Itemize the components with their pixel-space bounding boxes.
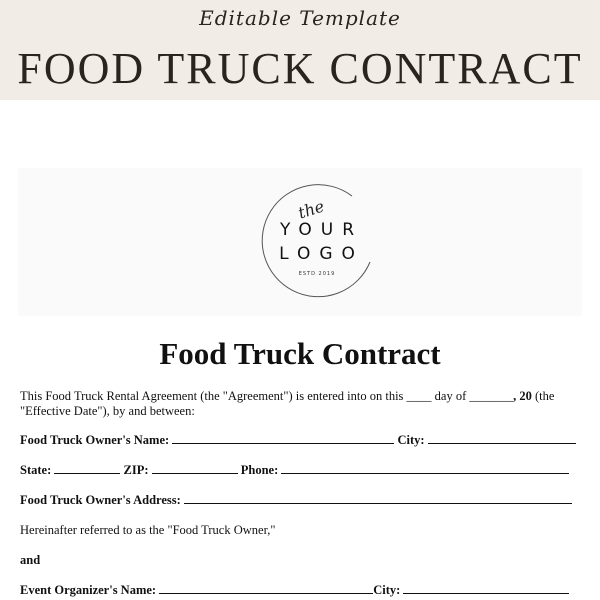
organizer-name-row <box>20 583 569 598</box>
city-label: City: <box>397 433 425 447</box>
hereinafter-text: Hereinafter referred to as the "Food Truck Owner," <box>20 523 276 537</box>
city-field[interactable] <box>428 433 576 444</box>
and-text: and <box>20 553 41 567</box>
owner-name-row <box>20 433 576 448</box>
logo-your-text: YOUR <box>279 220 364 240</box>
state-field[interactable] <box>54 463 120 474</box>
intro-day-text: day of <box>434 389 467 403</box>
city-label-2: City: <box>373 583 401 597</box>
logo-estd-text: ESTD 2019 <box>298 271 336 277</box>
phone-field[interactable] <box>281 463 569 474</box>
banner-title: FOOD TRUCK CONTRACT <box>17 44 583 93</box>
day-blank[interactable]: ____ <box>406 389 432 403</box>
owner-name-field[interactable] <box>172 433 394 444</box>
phone-label: Phone: <box>240 463 279 477</box>
state-zip-phone-row <box>20 463 569 478</box>
zip-field[interactable] <box>152 463 238 474</box>
effective-date-text: "Effective Date"), by and between: <box>20 404 195 418</box>
owner-name-label: Food Truck Owner's Name: <box>20 433 170 447</box>
owner-address-row <box>20 493 572 508</box>
and-row <box>20 553 40 568</box>
intro-year-text: , 20 <box>513 389 532 403</box>
state-label: State: <box>20 463 52 477</box>
hereinafter-row <box>20 523 275 538</box>
logo-placeholder-area <box>18 168 582 316</box>
owner-address-label: Food Truck Owner's Address: <box>20 493 181 507</box>
zip-label: ZIP: <box>123 463 149 477</box>
intro-the-text: (the <box>535 389 555 403</box>
banner-subtitle: Editable Template <box>199 6 401 30</box>
logo-logo-text: LOGO <box>279 244 364 264</box>
intro-text: This Food Truck Rental Agreement (the "Agreement") is entered into on this <box>20 389 404 403</box>
owner-address-field[interactable] <box>184 493 572 504</box>
month-blank[interactable]: _______ <box>469 389 514 403</box>
organizer-name-label: Event Organizer's Name: <box>20 583 157 597</box>
city-field-2[interactable] <box>403 583 569 594</box>
document-title: Food Truck Contract <box>159 336 441 371</box>
logo-the-text: the <box>295 196 327 223</box>
intro-paragraph <box>20 389 582 419</box>
organizer-name-field[interactable] <box>159 583 373 594</box>
logo-placeholder <box>254 180 380 306</box>
header-banner <box>0 0 600 100</box>
